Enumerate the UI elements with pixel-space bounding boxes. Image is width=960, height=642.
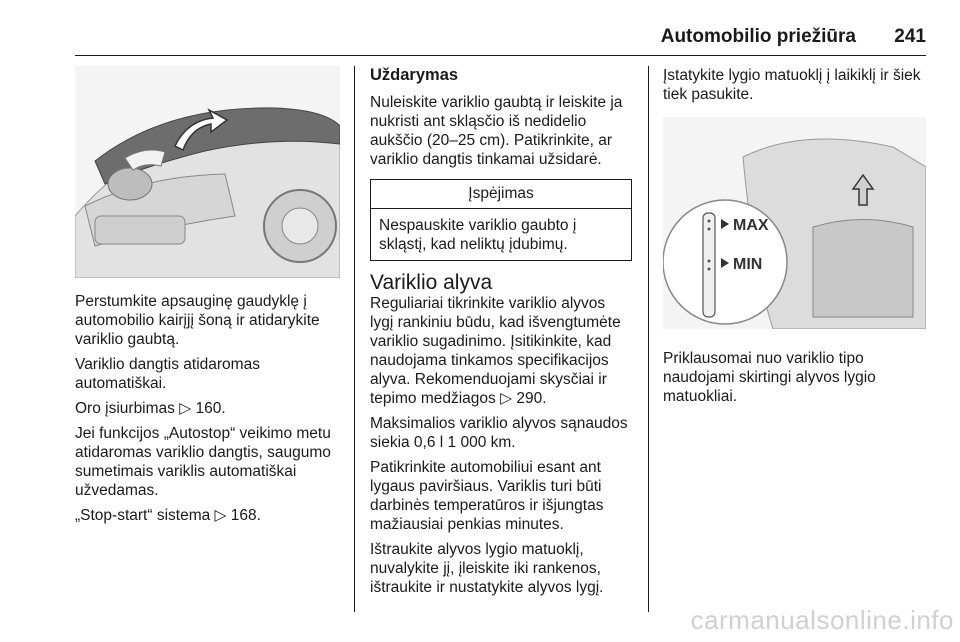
column-2 [370,66,632,603]
hood-open-illustration [75,66,340,278]
paragraph: Perstumkite apsauginę gaudyklę į automobilio kairįjį šoną ir atidarykite variklio gaubtą. [75,293,320,348]
reference-arrow-icon: ▷ [214,507,227,524]
paragraph: Maksimalios variklio alyvos sąnaudos siekia 0,6 l 1 000 km. [370,415,628,451]
page-reference-link[interactable]: 290. [516,390,547,407]
column-3 [663,66,928,412]
page-reference-link[interactable]: 168. [230,507,261,524]
paragraph: Priklausomai nuo variklio tipo naudojami skirtingi alyvos lygio matuokliai. [663,350,876,405]
paragraph: Įstatykite lygio matuoklį į laikiklį ir šiek tiek pasukite. [663,67,921,103]
column-divider [354,66,355,612]
paragraph: Patikrinkite automobiliui esant ant lygaus paviršiaus. Variklis turi būti darbinės temperatūros ir išjungtas mažiausiai penkias minutes. [370,459,604,533]
paragraph: Reguliariai tikrinkite variklio alyvos lygį rankiniu būdu, kad išvengtumėte variklio sugadinimo. Įsitikinkite, kad naudojama tinkamos specifikacijos alyva. Rekomenduojami skysčiai ir tepimo medžiagos ▷ 290. [370,295,621,407]
paragraph: Oro įsiurbimas ▷ 160. [75,400,226,417]
dipstick-illustration [663,117,926,329]
column-1 [75,66,343,531]
header-rule [75,55,926,56]
reference-arrow-icon: ▷ [179,400,192,417]
warning-body: Nespauskite variklio gaubto į skląstį, kad neliktų įdubimų. [379,217,577,253]
reference-arrow-icon: ▷ [500,390,513,407]
section-heading: Variklio alyva [370,271,493,294]
paragraph: „Stop-start“ sistema ▷ 168. [75,507,261,524]
column-divider [648,66,649,612]
section-heading: Uždarymas [370,66,459,84]
page-header [75,0,926,50]
paragraph: Nuleiskite variklio gaubtą ir leiskite ja nukristi ant skląsčio iš nedidelio aukščio (20–25 cm). Patikrinkite, ar variklio dangtis tinkamai užsidarė. [370,94,623,168]
page-reference-link[interactable]: 160. [195,400,226,417]
watermark: carmanualsonline.info [690,605,954,635]
warning-title: Įspėjimas [371,180,631,209]
page-number: 241 [894,26,926,47]
dipstick-max-label: MAX [733,217,769,234]
warning-box [370,179,632,261]
paragraph: Ištraukite alyvos lygio matuoklį, nuvalykite jį, įleiskite iki rankenos, ištraukite ir nustatykite alyvos lygį. [370,541,604,596]
paragraph: Variklio dangtis atidaromas automatiškai. [75,356,260,392]
section-title: Automobilio priežiūra [660,26,856,47]
paragraph: Jei funkcijos „Autostop“ veikimo metu atidaromas variklio dangtis, saugumo sumetimais variklis automatiškai užvedamas. [75,425,331,499]
dipstick-min-label: MIN [733,256,763,273]
